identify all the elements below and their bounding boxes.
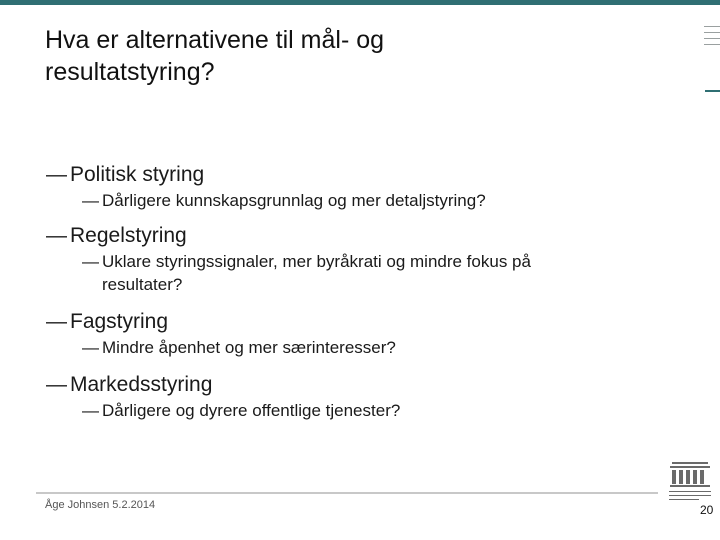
sub-bullet-text: Dårligere og dyrere offentlige tjenester? xyxy=(102,401,401,420)
bullet-item-professional xyxy=(46,308,646,336)
bullet-text: Regelstyring xyxy=(70,224,187,247)
slide-title xyxy=(45,24,645,88)
corner-decoration xyxy=(704,26,720,50)
sub-bullet-dash: — xyxy=(82,401,99,420)
top-accent-bar xyxy=(0,0,720,5)
sub-bullet-item xyxy=(46,189,646,212)
sub-bullet-item xyxy=(46,250,646,296)
bullet-dash: — xyxy=(46,224,67,247)
bullet-text: Politisk styring xyxy=(70,163,205,186)
bullet-item-market xyxy=(46,371,646,399)
slide-title-line-2: resultatstyring? xyxy=(45,58,215,86)
sub-bullet-dash: — xyxy=(82,191,99,210)
bullet-text: Markedsstyring xyxy=(70,373,213,396)
footer-author-date: Åge Johnsen 5.2.2014 xyxy=(45,499,156,511)
corner-accent-line xyxy=(705,90,720,92)
bullet-dash: — xyxy=(46,373,67,396)
bullet-list xyxy=(46,161,646,422)
footer-rule xyxy=(36,492,658,494)
sub-bullet-text-line-2: resultater? xyxy=(102,275,183,294)
sub-bullet-text: Mindre åpenhet og mer særinteresser? xyxy=(102,338,396,357)
sub-bullet-item xyxy=(46,399,646,422)
institution-logo-icon xyxy=(664,460,716,504)
bullet-dash: — xyxy=(46,163,67,186)
sub-bullet-dash: — xyxy=(82,252,99,271)
slide-title-line-1: Hva er alternativene til mål- og xyxy=(45,26,385,54)
bullet-text: Fagstyring xyxy=(70,310,169,333)
bullet-item-rules xyxy=(46,222,646,250)
sub-bullet-text-line-1: Uklare styringssignaler, mer byråkrati og mindre fokus på xyxy=(102,252,531,271)
sub-bullet-text: Dårligere kunnskapsgrunnlag og mer detaljstyring? xyxy=(102,191,486,210)
sub-bullet-item xyxy=(46,336,646,359)
page-number: 20 xyxy=(700,503,714,517)
sub-bullet-dash: — xyxy=(82,338,99,357)
bullet-item-political xyxy=(46,161,646,189)
bullet-dash: — xyxy=(46,310,67,333)
